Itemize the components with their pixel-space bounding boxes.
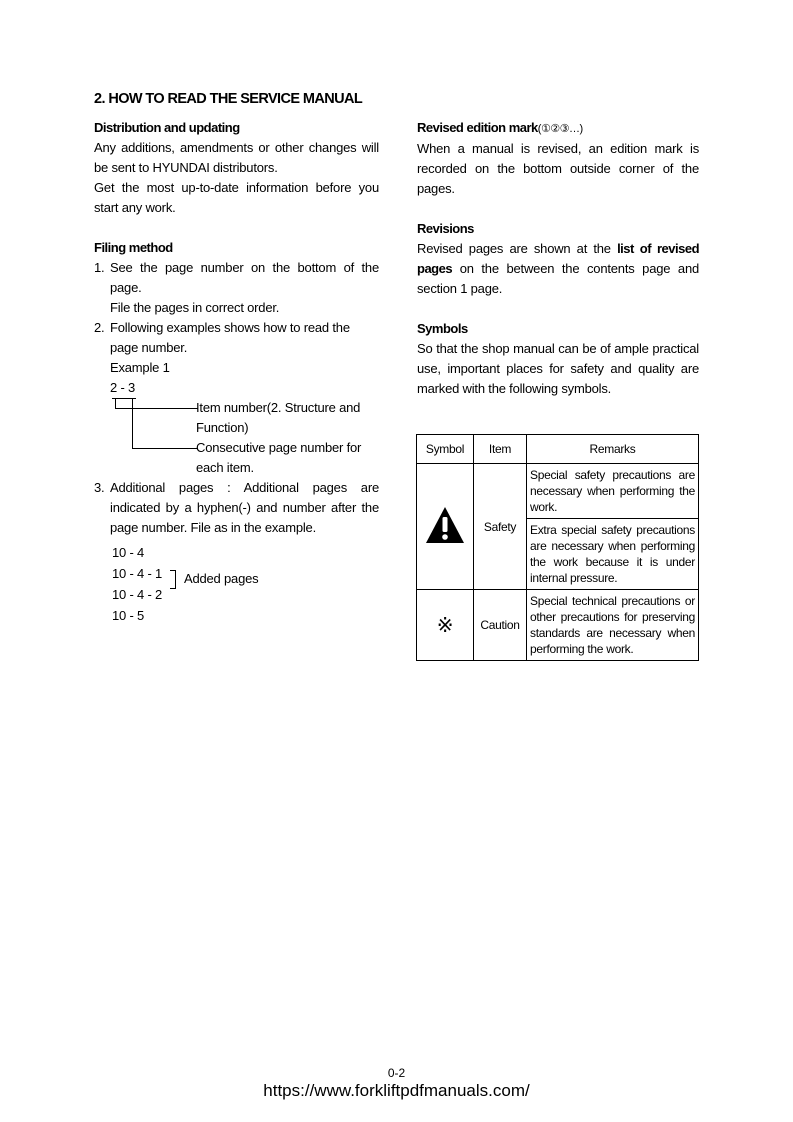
filing-item-3 xyxy=(94,478,379,538)
page-number-diagram xyxy=(94,398,379,478)
filing-item-3-text: Additional pages : Additional pages are indicated by a hyphen(-) and number after the page number. File as in the example. xyxy=(110,480,379,535)
table-row xyxy=(417,464,699,519)
revisions-text-before: Revised pages are shown at the xyxy=(417,241,618,256)
table-row xyxy=(417,590,699,661)
header-remarks: Remarks xyxy=(527,435,699,464)
safety-remark-1: Special safety precautions are necessary when performing the work. xyxy=(527,464,699,519)
filing-item-1-sub: File the pages in correct order. xyxy=(110,300,280,315)
filing-item-1 xyxy=(94,258,379,298)
added-pages-bracket xyxy=(170,570,176,589)
safety-item-cell: Safety xyxy=(474,464,527,590)
header-item: Item xyxy=(474,435,527,464)
filing-item-1-text: See the page number on the bottom of the page. xyxy=(110,260,379,295)
page-example: 10 - 4 - 1 xyxy=(112,566,163,581)
page-example: 10 - 4 xyxy=(112,545,145,560)
page-example: 10 - 4 - 2 xyxy=(112,587,163,602)
revised-edition-heading xyxy=(417,118,699,139)
filing-heading: Filing method xyxy=(94,240,173,255)
symbols-heading: Symbols xyxy=(417,321,468,336)
revisions-text-bold: list of revised pages xyxy=(417,241,700,276)
filing-item-2-text: Following examples shows how to read the page number. xyxy=(110,320,350,355)
safety-symbol-cell xyxy=(417,464,474,590)
revised-edition-text: When a manual is revised, an edition mark is recorded on the bottom outside corner of the pages. xyxy=(417,141,699,196)
filing-item-2 xyxy=(94,318,379,358)
distribution-paragraph-2: Get the most up-to-date information before you start any work. xyxy=(94,180,379,215)
footer-url: https://www.forkliftpdfmanuals.com/ xyxy=(263,1081,530,1100)
revisions-text xyxy=(417,239,699,299)
distribution-heading: Distribution and updating xyxy=(94,120,240,135)
edition-mark-glyphs: (①②③…) xyxy=(537,123,583,135)
page-number: 0-2 xyxy=(387,1066,406,1080)
page-examples xyxy=(94,542,379,626)
warning-triangle-icon xyxy=(425,506,465,544)
safety-remark-2: Extra special safety precautions are necessary when performing the work because it is under internal pressure. xyxy=(527,519,699,590)
right-column xyxy=(417,118,699,399)
section-title: 2. HOW TO READ THE SERVICE MANUAL xyxy=(94,91,363,107)
consecutive-page-label: Consecutive page number for each item. xyxy=(196,440,362,475)
caution-symbol-icon: ※ xyxy=(417,590,474,661)
example-label: Example 1 xyxy=(110,360,170,375)
filing-item-1-number: 1. xyxy=(94,260,105,275)
filing-item-2-number: 2. xyxy=(94,320,105,335)
distribution-paragraph-1: Any additions, amendments or other changes will be sent to HYUNDAI distributors. xyxy=(94,140,379,175)
revised-edition-heading-text: Revised edition mark xyxy=(417,120,538,135)
filing-item-3-number: 3. xyxy=(94,480,105,495)
added-pages-label: Added pages xyxy=(184,571,259,586)
page-example: 10 - 5 xyxy=(112,608,145,623)
revisions-heading: Revisions xyxy=(417,221,474,236)
caution-item-cell: Caution xyxy=(474,590,527,661)
symbols-table xyxy=(416,434,699,661)
header-symbol: Symbol xyxy=(417,435,474,464)
symbols-text: So that the shop manual can be of ample practical use, important places for safety and quality are marked with the following symbols. xyxy=(417,341,699,396)
revisions-text-after: on the between the contents page and section 1 page. xyxy=(417,261,699,296)
example-code: 2 - 3 xyxy=(110,380,136,395)
item-number-label: Item number(2. Structure and Function) xyxy=(196,400,361,435)
caution-remark: Special technical precautions or other precautions for preserving standards are necessary when performing the work. xyxy=(527,590,699,661)
left-column xyxy=(94,118,379,626)
table-header-row xyxy=(417,435,699,464)
